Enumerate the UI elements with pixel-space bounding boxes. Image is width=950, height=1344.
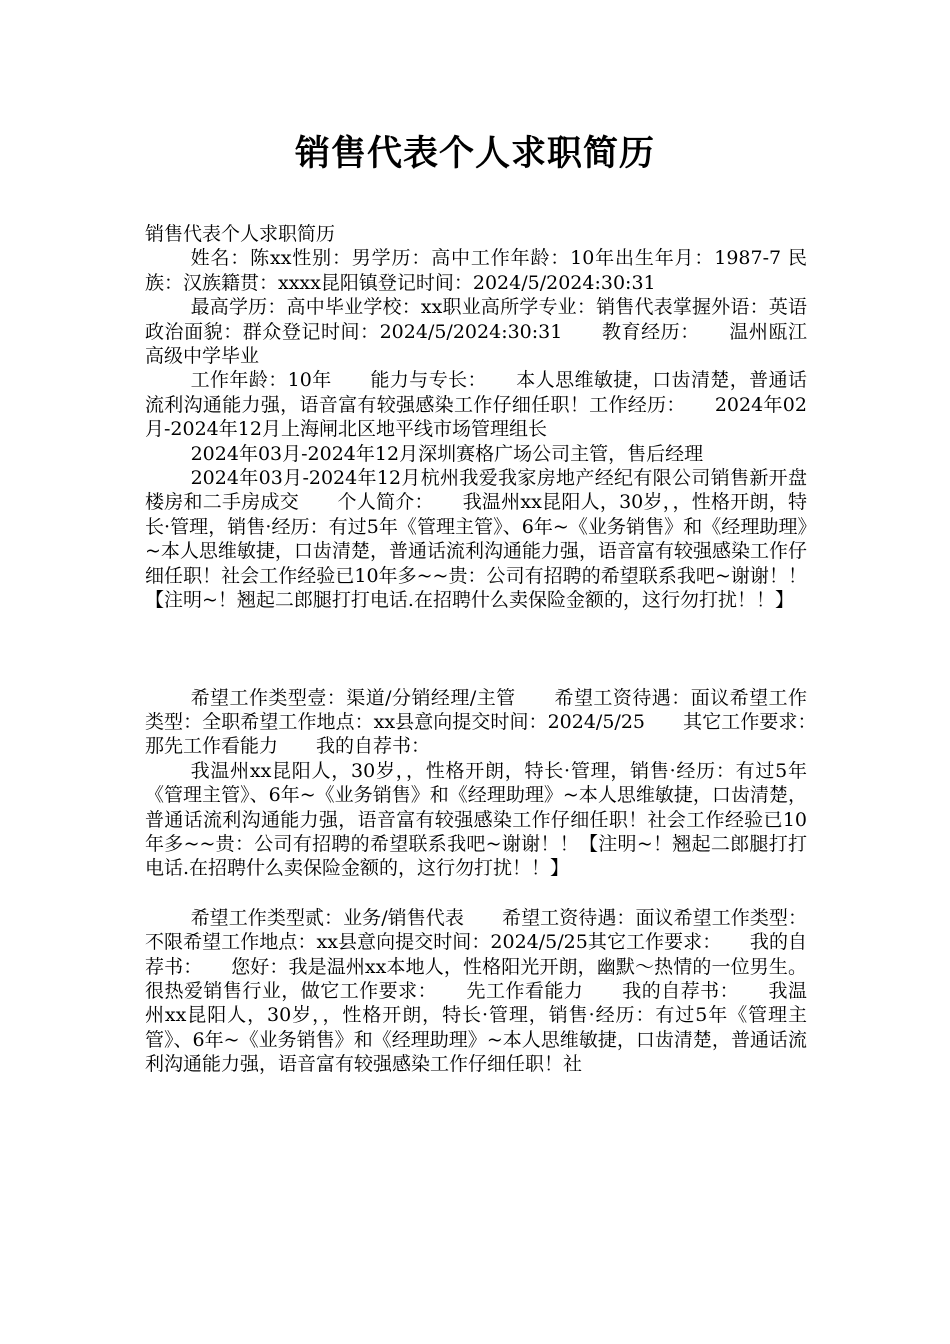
paragraph-work-experience: 工作年龄：10年 能力与专长： 本人思维敏捷，口齿清楚，普通话流利沟通能力强，语音富有较强感染工作仔细任职！工作经历： 2024年02月-2024年12月上海闸北区地平线市场管理组长 (145, 369, 807, 441)
paragraph-job-type-2: 希望工作类型贰：业务/销售代表 希望工资待遇：面议希望工作类型：不限希望工作地点：xx县意向提交时间：2024/5/25其它工作要求： 我的自荐书： 您好：我是温州xx本地人，性格阳光开朗，幽默～热情的一位男生。很热爱销售行业，做它工作要求： 先工作看能力 我的自荐书： 我温州xx昆阳人，30岁，，性格开朗，特长·管理，销售·经历：有过5年《管理主管》、6年~《业务销售》和《经理助理》~本人思维敏捷，口齿清楚，普通话流利沟通能力强，语音富有较强感染工作仔细任职！社 (145, 906, 807, 1076)
paragraph-basic-info: 姓名：陈xx性别：男学历：高中工作年龄：10年出生年月：1987-7 民族：汉族籍贯：xxxx昆阳镇登记时间：2024/5/2024:30:31 (145, 247, 807, 294)
paragraph-self-recommendation: 我温州xx昆阳人，30岁，，性格开朗，特长·管理，销售·经历：有过5年《管理主管》、6年~《业务销售》和《经理助理》~本人思维敏捷，口齿清楚，普通话流利沟通能力强，语音富有较强感染工作仔细任职！社会工作经验已10年多~~贵：公司有招聘的希望联系我吧~谢谢！！【注明~！翘起二郎腿打打电话.在招聘什么卖保险金额的，这行勿打扰！！】 (145, 759, 807, 880)
page-title: 销售代表个人求职简历 (294, 134, 655, 174)
paragraph-work-shenzhen: 2024年03月-2024年12月深圳赛格广场公司主管，售后经理 (190, 442, 704, 465)
document-body (145, 222, 846, 1077)
paragraph-job-type-1: 希望工作类型壹：渠道/分销经理/主管 希望工资待遇：面议希望工作类型：全职希望工作地点：xx县意向提交时间：2024/5/25 其它工作要求： 那先工作看能力 我的自荐书： (145, 686, 846, 758)
spacer (145, 881, 807, 906)
paragraph-education: 最高学历：高中毕业学校：xx职业高所学专业：销售代表掌握外语：英语政治面貌：群众登记时间：2024/5/2024:30:31 教育经历： 温州瓯江高级中学毕业 (145, 296, 807, 368)
paragraph-heading: 销售代表个人求职简历 (145, 223, 336, 245)
spacer (145, 613, 807, 686)
paragraph-work-hangzhou: 2024年03月-2024年12月杭州我爱我家房地产经纪有限公司销售新开盘楼房和二手房成交 个人简介： 我温州xx昆阳人，30岁，，性格开朗，特长·管理，销售·经历：有过5年《管理主管》、6年~《业务销售》和《经理助理》~本人思维敏捷，口齿清楚，普通话流利沟通能力强，语音富有较强感染工作仔细任职！社会工作经验已10年多~~贵：公司有招聘的希望联系我吧~谢谢！！【注明~！翘起二郎腿打打电话.在招聘什么卖保险金额的，这行勿打扰！！】 (145, 467, 807, 612)
